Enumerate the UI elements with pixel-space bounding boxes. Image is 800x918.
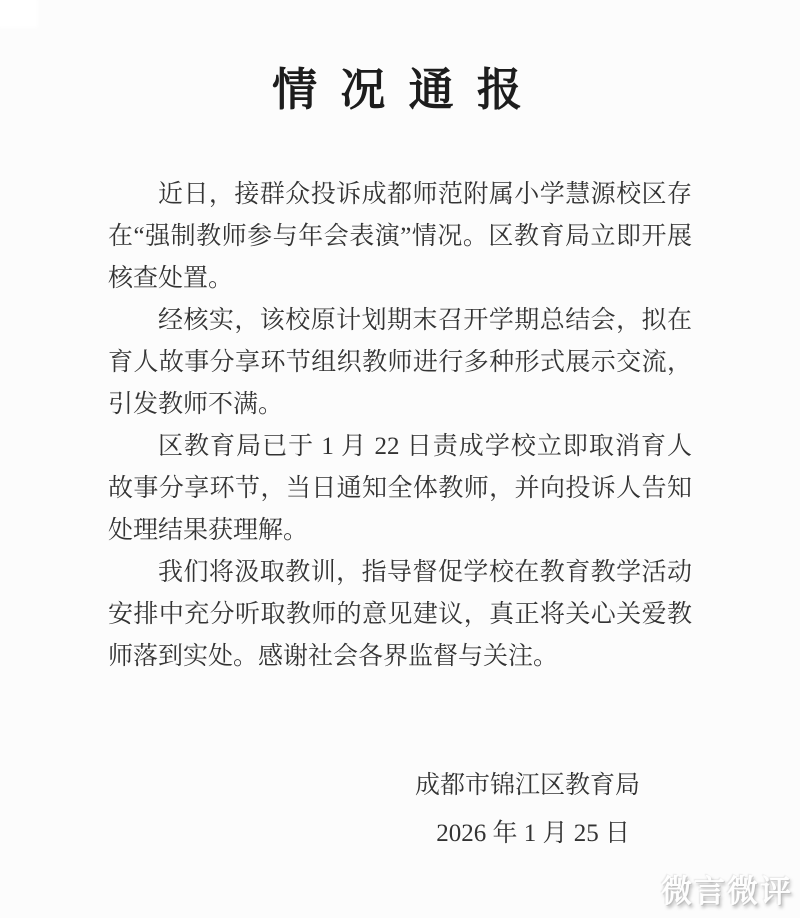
corner-logo-watermark [0,0,36,26]
issuing-authority: 成都市锦江区教育局 [414,772,640,799]
notice-title: 情 况 通 报 [272,65,528,115]
issue-date: 2026 年 1 月 25 日 [436,820,630,847]
signature-block [415,762,640,858]
notice-paragraph-1: 近日，接群众投诉成都师范附属小学慧源校区存在“强制教师参与年会表演”情况。区教育局立即开展核查处置。 [108,181,692,292]
notice-paragraph-3: 区教育局已于 1 月 22 日责成学校立即取消育人故事分享环节，当日通知全体教师，并向投诉人告知处理结果获理解。 [108,433,692,544]
notice-paragraph-2: 经核实，该校原计划期末召开学期总结会，拟在育人故事分享环节组织教师进行多种形式展示交流，引发教师不满。 [108,307,692,418]
publisher-watermark: 微言微评 [661,874,793,909]
notice-paragraph-4: 我们将汲取教训，指导督促学校在教育教学活动安排中充分听取教师的意见建议，真正将关心关爱教师落到实处。感谢社会各界监督与关注。 [108,559,692,670]
notice-body [108,174,692,678]
